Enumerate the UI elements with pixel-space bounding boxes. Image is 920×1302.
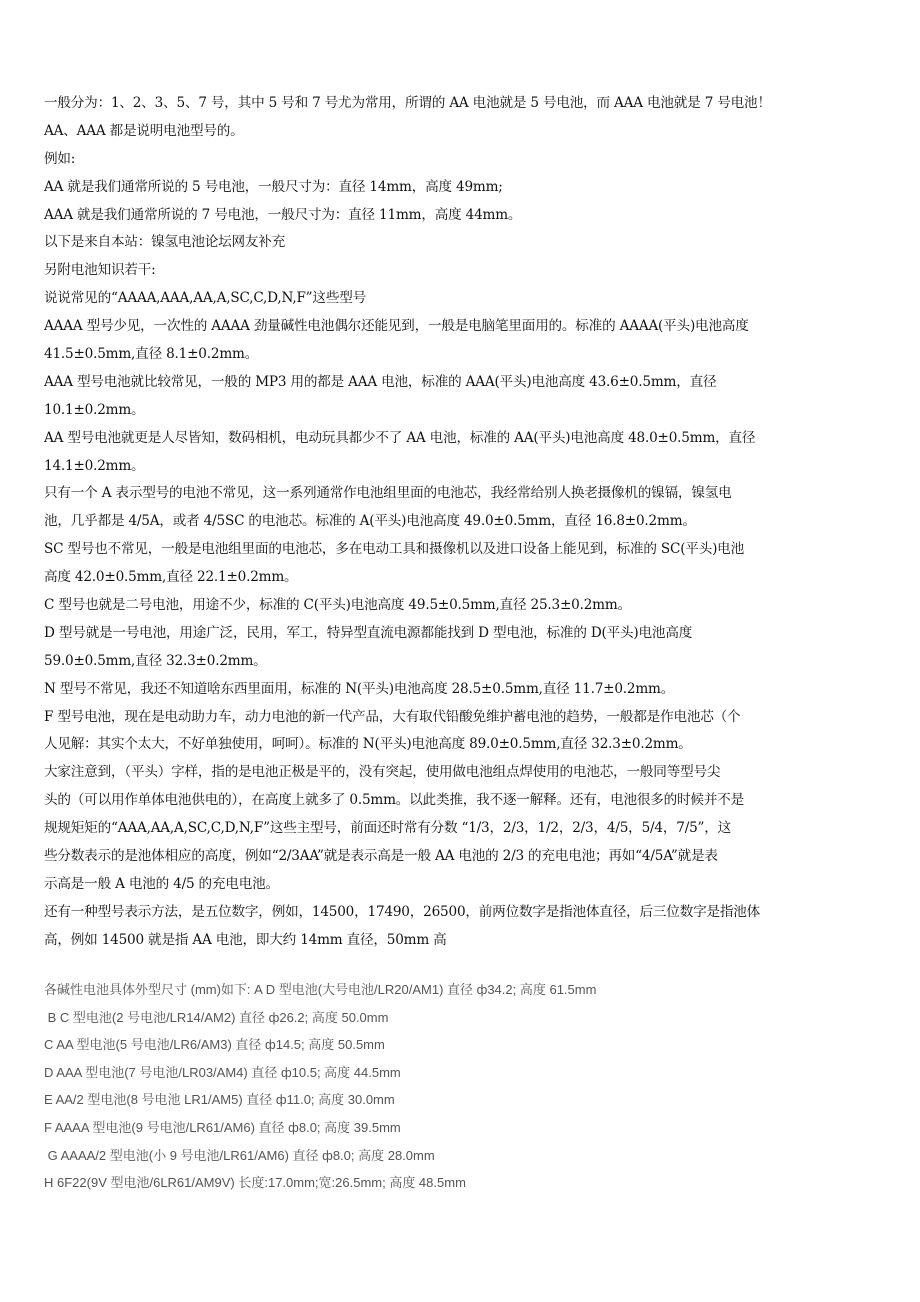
alkaline-battery-size-list bbox=[44, 976, 744, 1197]
list-item: B C 型电池(2 号电池/LR14/AM2) 直径 ф26.2; 高度 50.0mm bbox=[44, 1009, 389, 1025]
text-line: 示高是一般 A 电池的 4/5 的充电电池。 bbox=[44, 875, 279, 892]
text-line: D 型号就是一号电池，用途广泛，民用，军工，特异型直流电源都能找到 D 型电池，标准的 D(平头)电池高度 bbox=[44, 624, 693, 641]
text-line: AAAA 型号少见，一次性的 AAAA 劲量碱性电池偶尔还能见到，一般是电脑笔里面用的。标准的 AAAA(平头)电池高度 bbox=[44, 318, 749, 335]
text-line: AAA 型号电池就比较常见，一般的 MP3 用的都是 AAA 电池，标准的 AAA(平头)电池高度 43.6±0.5mm，直径 bbox=[44, 373, 717, 390]
text-line: C 型号也就是二号电池，用途不少，标准的 C(平头)电池高度 49.5±0.5mm,直径 25.3±0.2mm。 bbox=[44, 597, 631, 614]
text-line: 规规矩矩的“AAA,AA,A,SC,C,D,N,F”这些主型号，前面还时常有分数 “1/3，2/3，1/2，2/3，4/5，5/4，7/5”，这 bbox=[44, 820, 732, 837]
text-line: 10.1±0.2mm。 bbox=[44, 401, 145, 418]
text-line: 例如: bbox=[44, 150, 76, 167]
text-line: AA 型号电池就更是人尽皆知，数码相机，电动玩具都少不了 AA 电池，标准的 AA(平头)电池高度 48.0±0.5mm，直径 bbox=[44, 429, 756, 446]
text-line: 人见解：其实个太大，不好单独使用，呵呵）。标准的 N(平头)电池高度 89.0±0.5mm,直径 32.3±0.2mm。 bbox=[44, 736, 692, 753]
text-line: AA、AAA 都是说明电池型号的。 bbox=[44, 122, 244, 139]
list-item: 各碱性电池具体外型尺寸 (mm)如下: A D 型电池(大号电池/LR20/AM1) 直径 ф34.2; 高度 61.5mm bbox=[44, 982, 597, 997]
text-line: 只有一个 A 表示型号的电池不常见，这一系列通常作电池组里面的电池芯，我经常给别人换老摄像机的镍镉，镍氢电 bbox=[44, 485, 732, 502]
text-line: 59.0±0.5mm,直径 32.3±0.2mm。 bbox=[44, 652, 267, 669]
text-line: 以下是来自本站：镍氢电池论坛网友补充 bbox=[44, 234, 286, 251]
list-item: F AAAA 型电池(9 号电池/LR61/AM6) 直径 ф8.0; 高度 39.5mm bbox=[44, 1119, 401, 1135]
text-line: 还有一种型号表示方法，是五位数字，例如，14500，17490，26500，前两位数字是指池体直径，后三位数字是指池体 bbox=[44, 903, 761, 920]
text-line: F 型号电池，现在是电动助力车，动力电池的新一代产品，大有取代铅酸免维护蓄电池的趋势，一般都是作电池芯（个 bbox=[44, 708, 741, 725]
list-item: H 6F22(9V 型电池/6LR61/AM9V) 长度:17.0mm;宽:26.5mm; 高度 48.5mm bbox=[44, 1175, 466, 1191]
text-line: AAA 就是我们通常所说的 7 号电池，一般尺寸为：直径 11mm，高度 44mm。 bbox=[44, 206, 522, 223]
text-line: 池，几乎都是 4/5A，或者 4/5SC 的电池芯。标准的 A(平头)电池高度 49.0±0.5mm，直径 16.8±0.2mm。 bbox=[44, 513, 696, 530]
text-line: SC 型号也不常见，一般是电池组里面的电池芯，多在电动工具和摄像机以及进口设备上能见到，标准的 SC(平头)电池 bbox=[44, 541, 744, 558]
text-line: 41.5±0.5mm,直径 8.1±0.2mm。 bbox=[44, 346, 259, 363]
text-line: 14.1±0.2mm。 bbox=[44, 457, 145, 474]
text-line: AA 就是我们通常所说的 5 号电池，一般尺寸为：直径 14mm，高度 49mm; bbox=[44, 178, 503, 195]
text-line: 高，例如 14500 就是指 AA 电池，即大约 14mm 直径，50mm 高 bbox=[44, 931, 447, 948]
text-line: N 型号不常见，我还不知道啥东西里面用，标准的 N(平头)电池高度 28.5±0.5mm,直径 11.7±0.2mm。 bbox=[44, 680, 675, 697]
list-item: D AAA 型电池(7 号电池/LR03/AM4) 直径 ф10.5; 高度 44.5mm bbox=[44, 1064, 401, 1080]
text-line: 大家注意到，（平头）字样，指的是电池正极是平的，没有突起，使用做电池组点焊使用的电池芯，一般同等型号尖 bbox=[44, 764, 721, 781]
text-line: 另附电池知识若干: bbox=[44, 262, 156, 279]
text-line: 说说常见的“AAAA,AAA,AA,A,SC,C,D,N,F”这些型号 bbox=[44, 290, 366, 307]
list-item: C AA 型电池(5 号电池/LR6/AM3) 直径 ф14.5; 高度 50.5mm bbox=[44, 1037, 385, 1053]
list-item: G AAAA/2 型电池(小 9 号电池/LR61/AM6) 直径 ф8.0; 高度 28.0mm bbox=[44, 1147, 435, 1163]
text-line: 些分数表示的是池体相应的高度，例如“2/3AA”就是表示高是一般 AA 电池的 2/3 的充电电池；再如“4/5A”就是表 bbox=[44, 848, 718, 865]
document-body bbox=[44, 90, 900, 955]
list-item: E AA/2 型电池(8 号电池 LR1/AM5) 直径 ф11.0; 高度 30.0mm bbox=[44, 1092, 395, 1108]
text-line: 头的（可以用作单体电池供电的），在高度上就多了 0.5mm。以此类推，我不逐一解释。还有，电池很多的时候并不是 bbox=[44, 792, 745, 809]
main-text bbox=[44, 90, 900, 955]
text-line: 高度 42.0±0.5mm,直径 22.1±0.2mm。 bbox=[44, 569, 298, 586]
text-line: 一般分为：1、2、3、5、7 号，其中 5 号和 7 号尤为常用，所谓的 AA 电池就是 5 号电池，而 AAA 电池就是 7 号电池！ bbox=[44, 95, 771, 111]
